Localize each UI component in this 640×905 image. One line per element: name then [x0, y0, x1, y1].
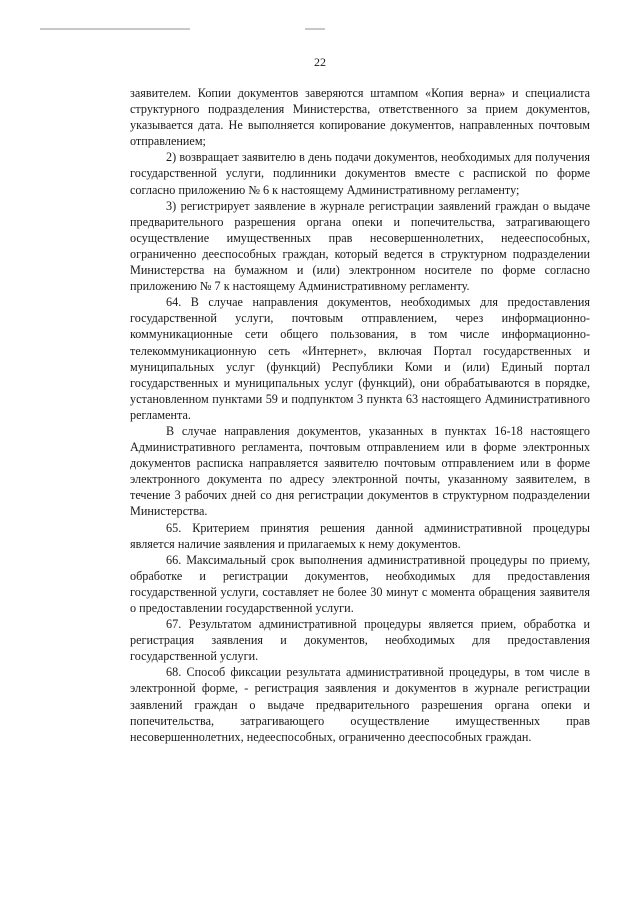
paragraph-68: 68. Способ фиксации результата административной процедуры, в том числе в электронной форме, - регистрация заявления и документов в журнале регистрации заявлений граждан о выдаче предварительного разрешения органа опеки и попечительства, затрагивающего осуществление имущественных прав несовершеннолетних, недееспособных, ограниченно дееспособных граждан.: [130, 665, 590, 744]
paragraph-item-3: 3) регистрирует заявление в журнале регистрации заявлений граждан о выдаче предварительного разрешения органа опеки и попечительства, затрагивающего осуществление имущественных прав несовершеннолетних, недееспособных, ограниченно дееспособных граждан, который ведется в структурном подразделении Министерства на бумажном и (или) электронном носителе по форме согласно приложению № 7 к настоящему Административному регламенту.: [130, 198, 590, 294]
paragraph-65: 65. Критерием принятия решения данной административной процедуры является наличие заявления и прилагаемых к нему документов.: [130, 520, 590, 551]
paragraph-item-2: 2) возвращает заявителю в день подачи документов, необходимых для получения государственной услуги, подлинники документов вместе с распиской по форме согласно приложению № 6 к настоящему Административному регламенту;: [130, 150, 590, 197]
paragraph-64: 64. В случае направления документов, необходимых для предоставления государственной услуги, почтовым отправлением, через информационно-коммуникационные сети общего пользования, в том числе информационно-телекоммуникационную сеть «Интернет», включая Портал государственных и муниципальных услуг (функций) Республики Коми и (или) Единый портал государственных и муниципальных услуг (функций), они обрабатываются в порядке, установленном пунктами 59 и подпунктом 3 пункта 63 настоящего Административного регламента.: [130, 295, 590, 422]
paragraph-67: 67. Результатом административной процедуры является прием, обработка и регистрация заявления и документов, необходимых для предоставления государственной услуги.: [130, 617, 590, 664]
paragraph-continuation: заявителем. Копии документов заверяются штампом «Копия верна» и специалиста структурного подразделения Министерства, ответственного за прием документов, указывается дата. Не выполняется копирование документов, направленных почтовым отправлением;: [130, 86, 590, 149]
paragraph-64-continued: В случае направления документов, указанных в пунктах 16-18 настоящего Административного регламента, почтовым отправлением или в форме электронных документов расписка направляется заявителю почтовым отправлением или в форме электронного документа по адресу электронной почты, указанному заявителем, в течение 3 рабочих дней со дня регистрации документов в структурном подразделении Министерства.: [130, 423, 590, 519]
page-number: 22: [314, 55, 326, 69]
scan-artifact-right: [305, 28, 325, 30]
scan-artifact-left: [40, 28, 190, 30]
document-body: [130, 85, 590, 745]
paragraph-66: 66. Максимальный срок выполнения административной процедуры по приему, обработке и регистрации документов, необходимых для предоставления государственной услуги, составляет не более 30 минут с момента обращения заявителя о предоставлении государственной услуги.: [130, 552, 590, 615]
